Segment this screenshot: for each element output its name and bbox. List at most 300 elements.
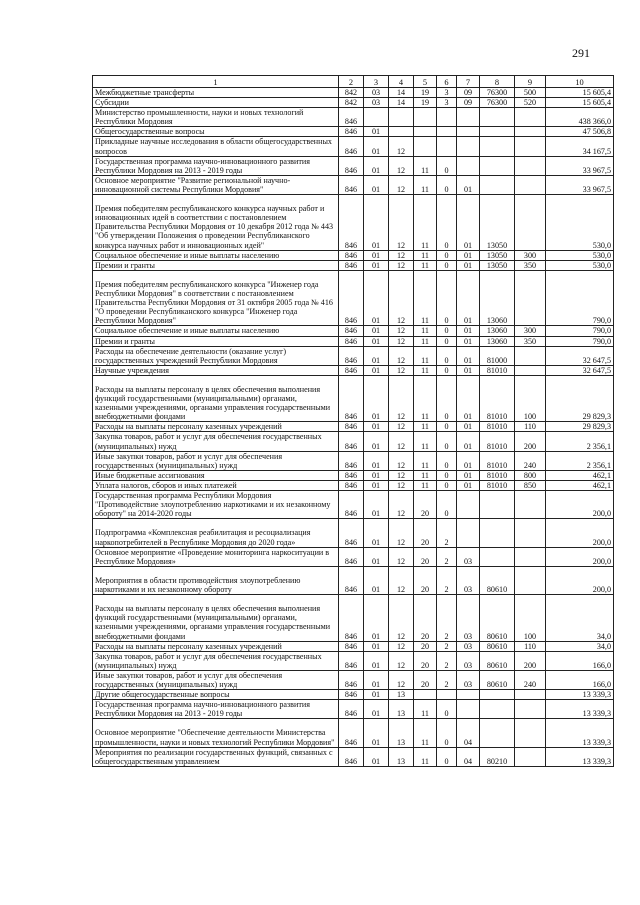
code-cell: 846 xyxy=(339,137,364,156)
code-cell: 12 xyxy=(389,336,414,346)
code-cell: 81010 xyxy=(480,375,515,422)
table-row xyxy=(93,690,614,700)
table-row xyxy=(93,451,614,470)
code-cell xyxy=(457,491,480,519)
code-cell: 01 xyxy=(457,175,480,194)
code-cell: 03 xyxy=(364,98,389,108)
code-cell: 80210 xyxy=(480,747,515,766)
amount-cell: 32 647,5 xyxy=(546,365,614,375)
code-cell: 846 xyxy=(339,336,364,346)
code-cell: 81010 xyxy=(480,422,515,432)
code-cell: 846 xyxy=(339,270,364,326)
code-cell xyxy=(515,690,546,700)
code-cell: 01 xyxy=(364,375,389,422)
code-cell: 846 xyxy=(339,547,364,566)
code-cell: 01 xyxy=(457,270,480,326)
code-cell xyxy=(480,700,515,719)
code-cell: 01 xyxy=(364,451,389,470)
code-cell: 03 xyxy=(457,670,480,689)
code-cell: 01 xyxy=(457,326,480,336)
code-cell: 0 xyxy=(437,175,457,194)
code-cell: 20 xyxy=(414,651,437,670)
code-cell: 2 xyxy=(437,595,457,642)
code-cell: 846 xyxy=(339,641,364,651)
code-cell: 846 xyxy=(339,519,364,547)
code-cell xyxy=(480,519,515,547)
code-cell: 842 xyxy=(339,98,364,108)
row-name-cell: Общегосударственные вопросы xyxy=(93,127,339,137)
code-cell: 01 xyxy=(457,432,480,451)
column-header: 4 xyxy=(389,76,414,88)
code-cell: 12 xyxy=(389,595,414,642)
table-row xyxy=(93,250,614,260)
code-cell: 846 xyxy=(339,595,364,642)
row-name-cell: Другие общегосударственные вопросы xyxy=(93,690,339,700)
code-cell: 11 xyxy=(414,747,437,766)
table-row xyxy=(93,137,614,156)
code-cell: 13050 xyxy=(480,195,515,251)
table-row xyxy=(93,595,614,642)
row-name-cell: Государственная программа научно-инновационного развития Республики Мордовия на 2013 - 2019 годы xyxy=(93,156,339,175)
amount-cell: 13 339,3 xyxy=(546,700,614,719)
table-row xyxy=(93,195,614,251)
code-cell: 846 xyxy=(339,491,364,519)
code-cell: 01 xyxy=(457,375,480,422)
code-cell xyxy=(515,365,546,375)
code-cell: 11 xyxy=(414,346,437,365)
row-name-cell: Научные учреждения xyxy=(93,365,339,375)
code-cell xyxy=(437,127,457,137)
code-cell xyxy=(480,547,515,566)
code-cell: 81010 xyxy=(480,432,515,451)
code-cell: 12 xyxy=(389,547,414,566)
code-cell: 11 xyxy=(414,700,437,719)
row-name-cell: Расходы на выплаты персоналу казенных учреждений xyxy=(93,422,339,432)
code-cell: 11 xyxy=(414,270,437,326)
column-header: 1 xyxy=(93,76,339,88)
code-cell: 76300 xyxy=(480,98,515,108)
code-cell: 0 xyxy=(437,432,457,451)
row-name-cell: Расходы на выплаты персоналу в целях обеспечения выполнения функций государственными (муниципальными) органами, казенными учреждениями, органами управления государственными внебюджетными фондами xyxy=(93,595,339,642)
code-cell: 13 xyxy=(389,700,414,719)
code-cell xyxy=(480,127,515,137)
code-cell: 12 xyxy=(389,670,414,689)
code-cell xyxy=(515,719,546,747)
amount-cell: 29 829,3 xyxy=(546,422,614,432)
row-name-cell: Закупка товаров, работ и услуг для обеспечения государственных (муниципальных) нужд xyxy=(93,432,339,451)
code-cell xyxy=(515,175,546,194)
code-cell: 12 xyxy=(389,175,414,194)
amount-cell: 790,0 xyxy=(546,326,614,336)
code-cell: 11 xyxy=(414,250,437,260)
code-cell xyxy=(515,700,546,719)
code-cell: 03 xyxy=(457,547,480,566)
code-cell xyxy=(480,175,515,194)
code-cell: 11 xyxy=(414,432,437,451)
code-cell: 846 xyxy=(339,375,364,422)
code-cell xyxy=(480,719,515,747)
code-cell xyxy=(414,108,437,127)
code-cell: 12 xyxy=(389,519,414,547)
code-cell xyxy=(515,566,546,594)
code-cell: 846 xyxy=(339,432,364,451)
row-name-cell: Государственная программа Республики Мордовия "Противодействие злоупотреблению наркотиками и их незаконному обороту" на 2014-2020 годы xyxy=(93,491,339,519)
code-cell: 19 xyxy=(414,88,437,98)
code-cell: 01 xyxy=(364,326,389,336)
row-name-cell: Социальное обеспечение и иные выплаты населению xyxy=(93,250,339,260)
code-cell xyxy=(389,108,414,127)
code-cell: 01 xyxy=(364,127,389,137)
code-cell: 11 xyxy=(414,480,437,490)
code-cell xyxy=(515,137,546,156)
row-name-cell: Премии и гранты xyxy=(93,336,339,346)
code-cell xyxy=(515,127,546,137)
code-cell: 0 xyxy=(437,346,457,365)
code-cell xyxy=(414,127,437,137)
code-cell: 13060 xyxy=(480,336,515,346)
code-cell: 350 xyxy=(515,336,546,346)
code-cell: 01 xyxy=(364,365,389,375)
amount-cell: 530,0 xyxy=(546,250,614,260)
code-cell: 80610 xyxy=(480,641,515,651)
code-cell: 20 xyxy=(414,491,437,519)
code-cell xyxy=(414,690,437,700)
code-cell: 01 xyxy=(364,470,389,480)
code-cell: 846 xyxy=(339,326,364,336)
code-cell: 846 xyxy=(339,175,364,194)
amount-cell: 47 506,8 xyxy=(546,127,614,137)
row-name-cell: Социальное обеспечение и иные выплаты населению xyxy=(93,326,339,336)
column-header: 8 xyxy=(480,76,515,88)
row-name-cell: Премия победителям республиканского конкурса научных работ и инновационных идей в соответствии с постановлением Правительства Республики Мордовия от 10 декабря 2012 года № 443 "Об утверждении Положения о проведении Республиканского конкурса научных работ и инновационных идей" xyxy=(93,195,339,251)
code-cell: 11 xyxy=(414,422,437,432)
code-cell: 0 xyxy=(437,156,457,175)
code-cell: 0 xyxy=(437,451,457,470)
code-cell: 240 xyxy=(515,451,546,470)
table-row xyxy=(93,156,614,175)
column-header: 2 xyxy=(339,76,364,88)
code-cell: 12 xyxy=(389,270,414,326)
code-cell: 11 xyxy=(414,365,437,375)
code-cell xyxy=(389,127,414,137)
code-cell: 13 xyxy=(389,690,414,700)
amount-cell: 166,0 xyxy=(546,670,614,689)
code-cell: 12 xyxy=(389,195,414,251)
row-name-cell: Иные закупки товаров, работ и услуг для обеспечения государственных (муниципальных) нужд xyxy=(93,451,339,470)
code-cell: 81010 xyxy=(480,470,515,480)
code-cell: 80610 xyxy=(480,651,515,670)
code-cell: 0 xyxy=(437,470,457,480)
code-cell: 01 xyxy=(364,432,389,451)
page-number: 291 xyxy=(572,46,590,60)
code-cell: 20 xyxy=(414,595,437,642)
code-cell: 0 xyxy=(437,480,457,490)
code-cell: 0 xyxy=(437,747,457,766)
code-cell: 12 xyxy=(389,250,414,260)
code-cell: 2 xyxy=(437,651,457,670)
code-cell: 04 xyxy=(457,719,480,747)
code-cell: 81010 xyxy=(480,480,515,490)
amount-cell: 2 356,1 xyxy=(546,432,614,451)
table-row xyxy=(93,336,614,346)
code-cell: 01 xyxy=(364,422,389,432)
code-cell xyxy=(457,137,480,156)
code-cell: 0 xyxy=(437,336,457,346)
code-cell: 80610 xyxy=(480,595,515,642)
code-cell: 01 xyxy=(364,547,389,566)
row-name-cell: Расходы на обеспечение деятельности (оказание услуг) государственных учреждений Республики Мордовия xyxy=(93,346,339,365)
code-cell: 12 xyxy=(389,326,414,336)
code-cell: 846 xyxy=(339,365,364,375)
code-cell: 14 xyxy=(389,98,414,108)
row-name-cell: Межбюджетные трансферты xyxy=(93,88,339,98)
code-cell: 80610 xyxy=(480,566,515,594)
code-cell: 01 xyxy=(364,195,389,251)
code-cell: 14 xyxy=(389,88,414,98)
code-cell: 0 xyxy=(437,260,457,270)
code-cell xyxy=(515,156,546,175)
code-cell: 2 xyxy=(437,566,457,594)
code-cell: 11 xyxy=(414,156,437,175)
code-cell: 2 xyxy=(437,547,457,566)
code-cell: 01 xyxy=(364,491,389,519)
code-cell: 12 xyxy=(389,422,414,432)
code-cell: 11 xyxy=(414,175,437,194)
code-cell: 100 xyxy=(515,375,546,422)
code-cell: 01 xyxy=(364,137,389,156)
code-cell: 01 xyxy=(364,480,389,490)
code-cell: 11 xyxy=(414,326,437,336)
code-cell: 846 xyxy=(339,480,364,490)
code-cell: 01 xyxy=(364,747,389,766)
code-cell: 846 xyxy=(339,108,364,127)
code-cell: 0 xyxy=(437,700,457,719)
code-cell: 01 xyxy=(364,700,389,719)
code-cell: 12 xyxy=(389,480,414,490)
code-cell: 01 xyxy=(364,595,389,642)
table-row xyxy=(93,470,614,480)
amount-cell: 200,0 xyxy=(546,547,614,566)
code-cell xyxy=(515,491,546,519)
amount-cell: 200,0 xyxy=(546,566,614,594)
code-cell: 01 xyxy=(364,270,389,326)
table-row xyxy=(93,641,614,651)
table-row xyxy=(93,651,614,670)
code-cell: 01 xyxy=(457,480,480,490)
table-row xyxy=(93,270,614,326)
column-header: 5 xyxy=(414,76,437,88)
table-row xyxy=(93,566,614,594)
code-cell: 01 xyxy=(364,719,389,747)
code-cell: 800 xyxy=(515,470,546,480)
code-cell: 11 xyxy=(414,470,437,480)
code-cell: 110 xyxy=(515,422,546,432)
code-cell: 01 xyxy=(364,519,389,547)
code-cell: 09 xyxy=(457,98,480,108)
code-cell: 0 xyxy=(437,719,457,747)
code-cell: 2 xyxy=(437,670,457,689)
code-cell: 20 xyxy=(414,519,437,547)
code-cell: 03 xyxy=(457,651,480,670)
code-cell xyxy=(437,108,457,127)
code-cell: 76300 xyxy=(480,88,515,98)
amount-cell: 166,0 xyxy=(546,651,614,670)
code-cell: 846 xyxy=(339,747,364,766)
code-cell xyxy=(457,127,480,137)
code-cell xyxy=(437,690,457,700)
amount-cell: 33 967,5 xyxy=(546,175,614,194)
code-cell: 300 xyxy=(515,250,546,260)
code-cell xyxy=(480,491,515,519)
code-cell: 04 xyxy=(457,747,480,766)
column-header: 10 xyxy=(546,76,614,88)
code-cell: 3 xyxy=(437,88,457,98)
code-cell: 12 xyxy=(389,260,414,270)
code-cell: 81010 xyxy=(480,365,515,375)
code-cell: 01 xyxy=(457,451,480,470)
code-cell: 01 xyxy=(457,195,480,251)
table-row xyxy=(93,365,614,375)
code-cell: 3 xyxy=(437,98,457,108)
code-cell: 01 xyxy=(364,670,389,689)
amount-cell: 530,0 xyxy=(546,195,614,251)
table-row xyxy=(93,127,614,137)
amount-cell: 462,1 xyxy=(546,470,614,480)
table-row xyxy=(93,422,614,432)
table-row xyxy=(93,88,614,98)
code-cell xyxy=(515,346,546,365)
row-name-cell: Закупка товаров, работ и услуг для обеспечения государственных (муниципальных) нужд xyxy=(93,651,339,670)
code-cell: 842 xyxy=(339,88,364,98)
code-cell: 12 xyxy=(389,156,414,175)
code-cell: 846 xyxy=(339,260,364,270)
column-header: 3 xyxy=(364,76,389,88)
amount-cell: 438 366,0 xyxy=(546,108,614,127)
code-cell: 846 xyxy=(339,250,364,260)
amount-cell: 34,0 xyxy=(546,595,614,642)
code-cell: 846 xyxy=(339,127,364,137)
code-cell: 846 xyxy=(339,700,364,719)
code-cell: 12 xyxy=(389,491,414,519)
code-cell: 13 xyxy=(389,747,414,766)
table-row xyxy=(93,346,614,365)
column-header: 9 xyxy=(515,76,546,88)
table-row xyxy=(93,491,614,519)
code-cell: 0 xyxy=(437,195,457,251)
row-name-cell: Премии и гранты xyxy=(93,260,339,270)
code-cell: 01 xyxy=(457,470,480,480)
table-row xyxy=(93,670,614,689)
code-cell: 100 xyxy=(515,595,546,642)
code-cell: 846 xyxy=(339,470,364,480)
code-cell: 846 xyxy=(339,670,364,689)
code-cell: 0 xyxy=(437,375,457,422)
row-name-cell: Мероприятия в области противодействия злоупотреблению наркотиками и их незаконному обороту xyxy=(93,566,339,594)
code-cell: 2 xyxy=(437,519,457,547)
code-cell: 01 xyxy=(364,336,389,346)
table-row xyxy=(93,719,614,747)
code-cell xyxy=(515,108,546,127)
row-name-cell: Иные бюджетные ассигнования xyxy=(93,470,339,480)
code-cell: 01 xyxy=(364,641,389,651)
code-cell: 11 xyxy=(414,375,437,422)
row-name-cell: Министерство промышленности, науки и новых технологий Республики Мордовия xyxy=(93,108,339,127)
code-cell: 0 xyxy=(437,270,457,326)
table-row xyxy=(93,432,614,451)
code-cell: 846 xyxy=(339,346,364,365)
code-cell: 846 xyxy=(339,195,364,251)
code-cell: 350 xyxy=(515,260,546,270)
code-cell xyxy=(480,137,515,156)
code-cell: 20 xyxy=(414,566,437,594)
code-cell xyxy=(457,519,480,547)
code-cell xyxy=(480,108,515,127)
code-cell: 12 xyxy=(389,365,414,375)
code-cell: 846 xyxy=(339,422,364,432)
amount-cell: 15 605,4 xyxy=(546,98,614,108)
code-cell: 240 xyxy=(515,670,546,689)
code-cell: 846 xyxy=(339,566,364,594)
code-cell: 200 xyxy=(515,651,546,670)
code-cell: 01 xyxy=(364,260,389,270)
code-cell: 500 xyxy=(515,88,546,98)
table-row xyxy=(93,98,614,108)
code-cell: 13050 xyxy=(480,250,515,260)
code-cell: 01 xyxy=(364,651,389,670)
row-name-cell: Основное мероприятие «Проведение мониторинга наркоситуации в Республике Мордовия» xyxy=(93,547,339,566)
row-name-cell: Иные закупки товаров, работ и услуг для обеспечения государственных (муниципальных) нужд xyxy=(93,670,339,689)
table-row xyxy=(93,480,614,490)
code-cell xyxy=(515,747,546,766)
row-name-cell: Уплата налогов, сборов и иных платежей xyxy=(93,480,339,490)
code-cell xyxy=(437,137,457,156)
code-cell: 01 xyxy=(364,566,389,594)
code-cell: 11 xyxy=(414,195,437,251)
code-cell: 12 xyxy=(389,451,414,470)
code-cell: 81010 xyxy=(480,451,515,470)
amount-cell: 34,0 xyxy=(546,641,614,651)
amount-cell: 200,0 xyxy=(546,491,614,519)
code-cell: 520 xyxy=(515,98,546,108)
table-row xyxy=(93,375,614,422)
code-cell: 01 xyxy=(457,260,480,270)
code-cell: 846 xyxy=(339,451,364,470)
code-cell: 846 xyxy=(339,651,364,670)
code-cell: 01 xyxy=(364,156,389,175)
code-cell: 01 xyxy=(457,336,480,346)
amount-cell: 15 605,4 xyxy=(546,88,614,98)
table-row xyxy=(93,108,614,127)
code-cell: 846 xyxy=(339,690,364,700)
row-name-cell: Расходы на выплаты персоналу в целях обеспечения выполнения функций государственными (муниципальными) органами, казенными учреждениями, органами управления государственными внебюджетными фондами xyxy=(93,375,339,422)
code-cell: 12 xyxy=(389,432,414,451)
row-name-cell: Премия победителям республиканского конкурса "Инженер года Республики Мордовия" в соответствии с постановлением Правительства Республики Мордовия от 31 октября 2005 года № 416 "О проведении Республиканского конкурса "Инженер года Республики Мордовия" xyxy=(93,270,339,326)
code-cell: 12 xyxy=(389,641,414,651)
amount-cell: 13 339,3 xyxy=(546,747,614,766)
code-cell: 13060 xyxy=(480,326,515,336)
code-cell: 0 xyxy=(437,491,457,519)
row-name-cell: Подпрограмма «Комплексная реабилитация и ресоциализация наркопотребителей в Республике Мордовия до 2020 года» xyxy=(93,519,339,547)
amount-cell: 530,0 xyxy=(546,260,614,270)
code-cell: 2 xyxy=(437,641,457,651)
code-cell: 12 xyxy=(389,651,414,670)
code-cell: 01 xyxy=(457,346,480,365)
budget-table xyxy=(92,75,614,767)
table-row xyxy=(93,519,614,547)
amount-cell: 462,1 xyxy=(546,480,614,490)
amount-cell: 13 339,3 xyxy=(546,690,614,700)
table-row xyxy=(93,700,614,719)
